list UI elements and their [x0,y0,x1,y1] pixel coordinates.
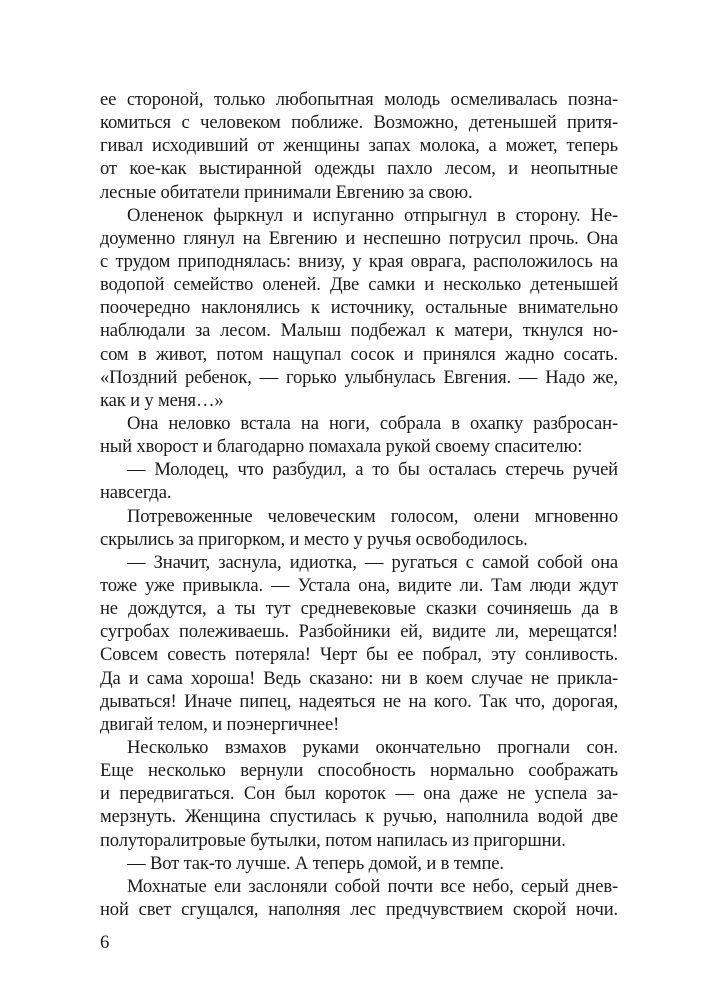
text-line: и передвигаться. Сон был короток — она даже не успела за- [100,783,618,805]
text-line: не дождутся, а ты тут средневековые сказки сочиняешь да в [100,598,618,620]
text-line: ее стороной, только любопытная молодь осмеливалась позна- [100,89,618,110]
text-line: гивал исходивший от женщины запах молока, а может, теперь [100,135,618,157]
text-line: Несколько взмахов руками окончательно прогнали сон. [127,736,618,758]
paragraph [100,852,618,875]
text-line: — Молодец, что разбудил, а то бы осталась стеречь ручей [127,459,618,481]
paragraph [100,88,618,204]
text-line: дываться! Иначе пипец, надеяться не на кого. Так что, дорогая, [100,690,618,712]
text-line: полуторалитровые бутылки, потом напилась из пригоршни. [100,829,566,851]
text-line: комиться с человеком поближе. Возможно, детенышей притя- [100,112,618,134]
text-line: двигай телом, и поэнергичнее! [100,713,340,735]
paragraph [100,551,618,736]
text-line: «Поздний ребенок, — горько улыбнулась Евгения. — Надо же, [100,366,618,388]
text-line: тоже уже привыкла. — Устала она, видите ли. Там люди ждут [100,574,618,596]
text-line: Мохнатые ели заслоняли собой почти все небо, серый днев- [127,875,618,897]
text-line: Она неловко встала на ноги, собрала в охапку разбросан- [127,412,618,434]
text-line: Совсем совесть потеряла! Черт бы ее побрал, эту сонливость. [100,644,618,666]
text-line: доуменно глянул на Евгению и неспешно потрусил прочь. Она [100,227,618,249]
text-line: Да и сама хороша! Ведь сказано: ни в коем случае не прикла- [100,667,618,689]
paragraph [100,412,618,458]
paragraph [100,458,618,504]
text-line: скрылись за пригорком, и место у ручья освободилось. [100,528,528,550]
text-line: — Значит, заснула, идиотка, — ругаться с самой собой она [127,551,618,573]
text-line: от кое-как выстиранной одежды пахло лесом, и неопытные [100,158,618,180]
text-line: водопой семейство оленей. Две самки и несколько детенышей [100,274,618,296]
text-line: ной свет сгущался, наполняя лес предчувствием скорой ночи. [100,898,618,920]
text-line: как и у меня…» [100,389,224,411]
text-line: лесные обитатели принимали Евгению за свою. [100,181,473,203]
paragraph [100,204,618,412]
page-number: 6 [100,932,110,953]
text-line: наблюдали за лесом. Малыш подбежал к матери, ткнулся но- [100,320,618,342]
paragraph [100,505,618,551]
text-line: с трудом приподнялась: внизу, у края оврага, расположилось на [100,250,618,272]
text-line: Олененок фыркнул и испуганно отпрыгнул в сторону. Не- [127,204,618,226]
text-line: — Вот так-то лучше. А теперь домой, и в темпе. [127,852,504,874]
text-line: Потревоженные человеческим голосом, олени мгновенно [127,505,618,527]
text-line: мерзнуть. Женщина спустилась к ручью, наполнила водой две [100,806,618,828]
page-body [100,88,618,921]
text-line: сом в живот, потом нащупал сосок и принялся жадно сосать. [100,343,618,365]
text-line: ный хворост и благодарно помахала рукой своему спасителю: [100,436,583,458]
paragraph [100,736,618,852]
paragraph [100,875,618,921]
text-line: поочередно наклонялись к источнику, остальные внимательно [100,297,618,319]
text-line: Еще несколько вернули способность нормально соображать [100,760,618,782]
text-line: сугробах полеживаешь. Разбойники ей, видите ли, мерещатся! [100,621,618,643]
text-line: навсегда. [100,482,172,504]
